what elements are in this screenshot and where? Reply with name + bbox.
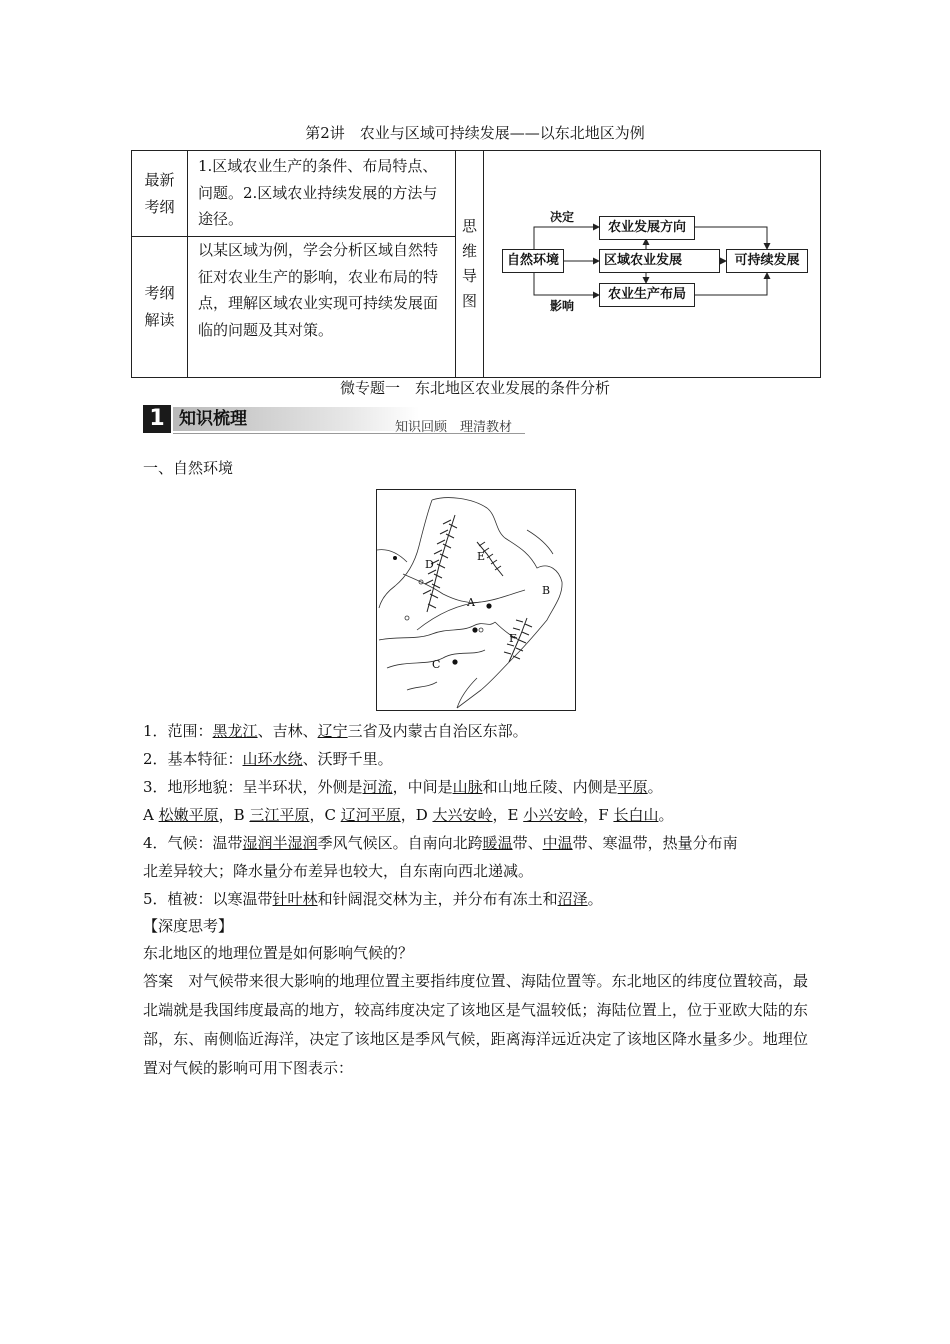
map-label-e: E	[477, 550, 486, 563]
item-climate-cont: 北差异较大；降水量分布差异也较大，自东南向西北递减。	[143, 862, 534, 880]
banner-tag: 知识回顾 理清教材	[395, 420, 513, 435]
map-label-b: B	[542, 584, 551, 597]
section-heading-natural: 一、自然环境	[143, 459, 234, 477]
section-subtitle: 微专题一 东北地区农业发展的条件分析	[339, 379, 610, 397]
mindmap-label: 思 维 导 图	[456, 151, 484, 378]
deep-think-heading: 【深度思考】	[143, 917, 234, 935]
latest-syllabus-text: 1.区域农业生产的条件、布局特点、问题。2.区域农业持续发展的方法与途径。	[188, 151, 456, 237]
flow-decide-label: 决定	[550, 209, 575, 224]
item-terrain-legend: A 松嫩平原，B 三江平原，C 辽河平原，D 大兴安岭，E 小兴安岭，F 长白山。	[143, 806, 674, 824]
map-label-d: D	[425, 558, 434, 571]
syllabus-interpretation-text: 以某区域为例，学会分析区域自然特征对农业生产的影响，农业布局的特点，理解区域农业实现可持续发展面临的问题及其对策。	[188, 237, 456, 378]
syllabus-interpretation-label: 考纲 解读	[132, 237, 188, 378]
northeast-map	[376, 489, 576, 711]
flow-influence-label: 影响	[550, 298, 575, 313]
flow-direction: 农业发展方向	[599, 216, 695, 240]
flow-layout: 农业生产布局	[599, 283, 695, 307]
flow-sustainable: 可持续发展	[726, 249, 808, 273]
banner-title: 知识梳理	[173, 407, 419, 431]
lesson-title: 第2讲 农业与区域可持续发展——以东北地区为例	[305, 124, 645, 142]
item-range: 1．范围：黑龙江、吉林、辽宁三省及内蒙古自治区东部。	[143, 722, 528, 740]
item-climate: 4．气候：温带湿润半湿润季风气候区。自南向北跨暖温带、中温带、寒温带，热量分布南	[143, 834, 738, 852]
flow-natural-env: 自然环境	[502, 249, 564, 273]
latest-syllabus-label: 最新 考纲	[132, 151, 188, 237]
map-label-a: A	[467, 596, 475, 609]
outline-table	[131, 150, 821, 378]
map-label-c: C	[432, 658, 441, 671]
map-label-f: F	[509, 632, 517, 645]
item-terrain: 3．地形地貌：呈半环状，外侧是河流，中间是山脉和山地丘陵、内侧是平原。	[143, 778, 663, 796]
banner-number: 1	[143, 405, 171, 433]
map-drawing	[377, 490, 575, 710]
item-vegetation: 5．植被：以寒温带针叶林和针阔混交林为主，并分布有冻土和沼泽。	[143, 890, 603, 908]
knowledge-banner	[143, 405, 525, 435]
question-text: 东北地区的地理位置是如何影响气候的？	[143, 944, 414, 962]
answer-text: 答案 对气候带来很大影响的地理位置主要指纬度位置、海陆位置等。东北地区的纬度位置较高，最北端就是我国纬度最高的地方，较高纬度决定了该地区是气温较低；海陆位置上，位于亚欧大陆的东部，东、南侧临近海洋，决定了该地区是季风气候，距离海洋远近决定了该地区降水量多少。地理位置对气候的影响可用下图表示：	[143, 972, 808, 1077]
mindmap-diagram	[484, 151, 821, 378]
item-basic-feature: 2．基本特征：山环水绕、沃野千里。	[143, 750, 393, 768]
flow-development: 区域农业发展	[599, 249, 720, 273]
